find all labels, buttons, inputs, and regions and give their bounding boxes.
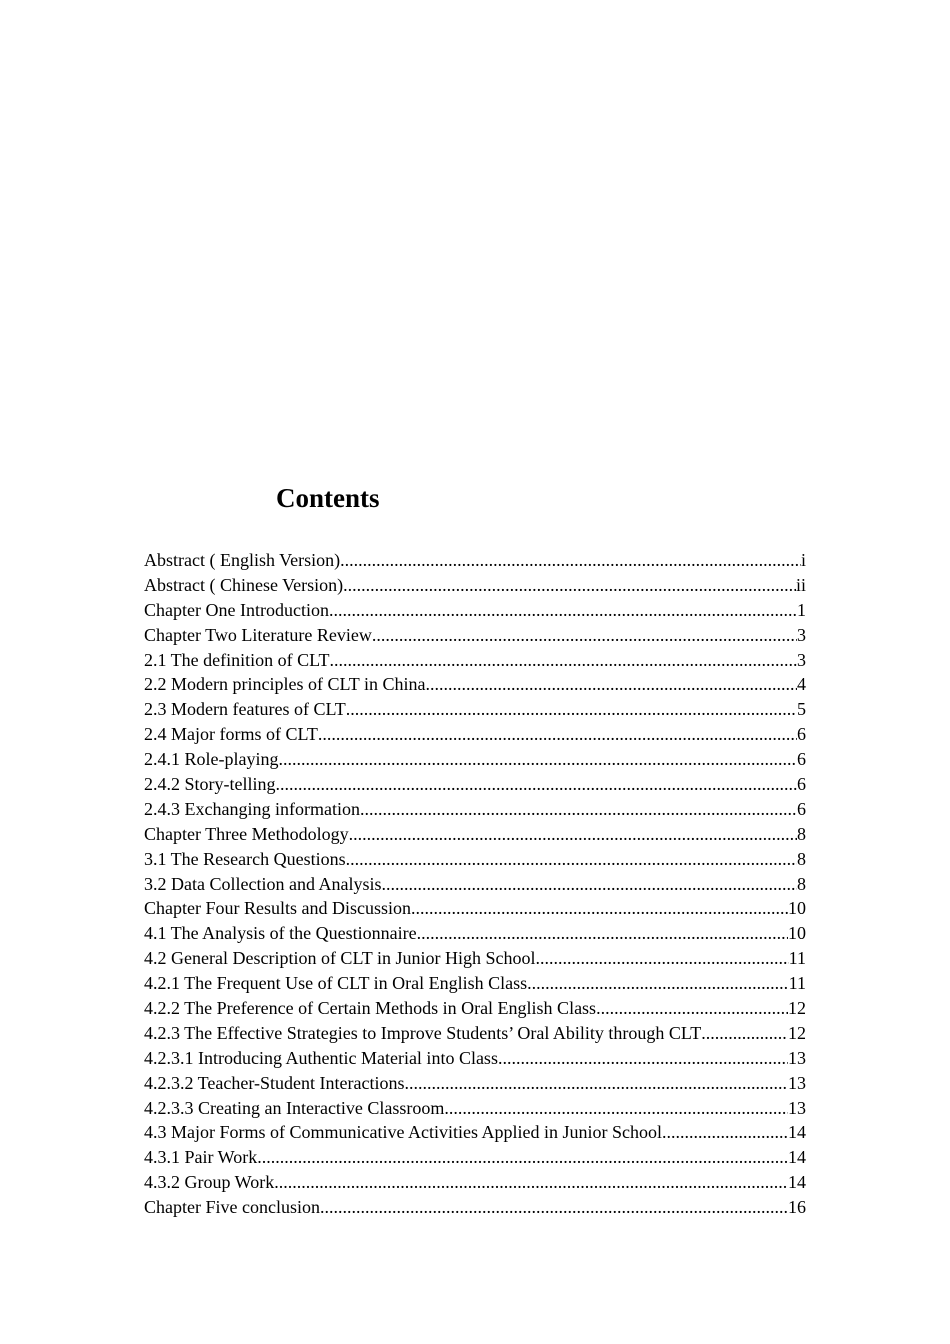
toc-entry: [144, 896, 806, 921]
toc-entry-label: 4.3.2 Group Work: [144, 1172, 275, 1193]
toc-entry-label: 2.4.3 Exchanging information: [144, 798, 360, 819]
toc-entry: [144, 1021, 806, 1046]
toc-entry: [144, 772, 806, 797]
toc-entry: [144, 722, 806, 747]
toc-dot-leader: [346, 697, 797, 722]
toc-dot-leader: [278, 747, 797, 772]
toc-entry-label: 2.4 Major forms of CLT: [144, 724, 318, 745]
toc-dot-leader: [343, 573, 796, 598]
toc-dot-leader: [411, 896, 788, 921]
toc-entry-label: 4.2.2 The Preference of Certain Methods in Oral English Class: [144, 998, 597, 1019]
toc-entry-label: 4.2.3.3 Creating an Interactive Classroom: [144, 1097, 445, 1118]
toc-entry: [144, 747, 806, 772]
toc-entry: [144, 1145, 806, 1170]
toc-entry-page-number: 8: [797, 848, 806, 869]
toc-dot-leader: [274, 1170, 788, 1195]
toc-entry: [144, 623, 806, 648]
toc-entry-page-number: 6: [797, 749, 806, 770]
toc-entry-label: Chapter Five conclusion: [144, 1197, 320, 1218]
toc-entry-label: 4.3 Major Forms of Communicative Activities Applied in Junior School: [144, 1122, 662, 1143]
toc-entry: [144, 1170, 806, 1195]
toc-entry: [144, 1195, 806, 1220]
toc-entry-label: Chapter Four Results and Discussion: [144, 898, 411, 919]
toc-entry: [144, 996, 806, 1021]
toc-entry-page-number: 6: [797, 798, 806, 819]
toc-entry-page-number: 4: [797, 674, 806, 695]
toc-entry: [144, 971, 806, 996]
toc-entry-label: 2.2 Modern principles of CLT in China: [144, 674, 426, 695]
toc-dot-leader: [360, 797, 797, 822]
toc-entry-label: 2.3 Modern features of CLT: [144, 699, 346, 720]
toc-entry-page-number: 13: [788, 1072, 806, 1093]
toc-entry-page-number: 13: [788, 1047, 806, 1068]
toc-entry-label: 4.2.1 The Frequent Use of CLT in Oral English Class: [144, 973, 528, 994]
toc-dot-leader: [404, 1071, 788, 1096]
toc-entry-page-number: 13: [788, 1097, 806, 1118]
toc-dot-leader: [257, 1145, 788, 1170]
toc-dot-leader: [318, 722, 797, 747]
toc-dot-leader: [372, 623, 797, 648]
toc-dot-leader: [349, 822, 797, 847]
toc-entry-label: Abstract ( Chinese Version): [144, 574, 344, 595]
toc-entry-label: 2.1 The definition of CLT: [144, 649, 330, 670]
toc-dot-leader: [498, 1046, 788, 1071]
toc-dot-leader: [701, 1021, 788, 1046]
toc-entry: [144, 1071, 806, 1096]
table-of-contents: [144, 548, 806, 1220]
toc-entry-page-number: ii: [795, 574, 806, 595]
toc-dot-leader: [340, 548, 801, 573]
toc-entry-label: 4.2 General Description of CLT in Junior High School: [144, 948, 536, 969]
toc-entry-page-number: 11: [788, 948, 806, 969]
toc-entry: [144, 1046, 806, 1071]
toc-entry-label: 3.1 The Research Questions: [144, 848, 346, 869]
toc-entry: [144, 697, 806, 722]
toc-dot-leader: [381, 872, 797, 897]
toc-dot-leader: [329, 598, 797, 623]
toc-entry-label: Abstract ( English Version): [144, 550, 341, 570]
toc-dot-leader: [535, 946, 788, 971]
toc-dot-leader: [320, 1195, 788, 1220]
toc-entry-label: 2.4.2 Story-telling: [144, 774, 276, 795]
toc-dot-leader: [596, 996, 788, 1021]
toc-entry-label: Chapter Two Literature Review: [144, 624, 372, 645]
toc-entry-page-number: 14: [788, 1122, 806, 1143]
toc-entry: [144, 946, 806, 971]
toc-entry-page-number: 11: [788, 973, 806, 994]
toc-entry-page-number: 12: [788, 1022, 806, 1043]
toc-entry-page-number: 8: [797, 823, 806, 844]
toc-entry: [144, 598, 806, 623]
toc-dot-leader: [444, 1096, 788, 1121]
toc-entry-page-number: 8: [797, 873, 806, 894]
toc-entry-page-number: 14: [788, 1172, 806, 1193]
toc-dot-leader: [276, 772, 798, 797]
toc-entry: [144, 921, 806, 946]
toc-entry-label: 4.1 The Analysis of the Questionnaire: [144, 923, 417, 944]
toc-entry: [144, 648, 806, 673]
toc-entry-page-number: 6: [797, 724, 806, 745]
toc-entry-label: 3.2 Data Collection and Analysis: [144, 873, 382, 894]
toc-dot-leader: [662, 1120, 788, 1145]
toc-entry-label: 4.2.3.2 Teacher-Student Interactions: [144, 1072, 405, 1093]
toc-entry-label: Chapter Three Methodology: [144, 823, 349, 844]
toc-entry-label: 4.2.3.1 Introducing Authentic Material into Class: [144, 1047, 498, 1068]
toc-entry-page-number: 3: [797, 624, 806, 645]
toc-entry-page-number: i: [800, 550, 806, 570]
toc-entry: [144, 847, 806, 872]
toc-entry-page-number: 5: [797, 699, 806, 720]
toc-entry: [144, 797, 806, 822]
toc-entry: [144, 573, 806, 598]
toc-entry-page-number: 3: [797, 649, 806, 670]
toc-dot-leader: [527, 971, 789, 996]
toc-entry: [144, 822, 806, 847]
toc-dot-leader: [346, 847, 797, 872]
toc-entry-label: 2.4.1 Role-playing: [144, 749, 279, 770]
toc-entry: [144, 548, 806, 573]
toc-entry-page-number: 6: [797, 774, 806, 795]
page-title: Contents: [276, 483, 380, 513]
toc-entry-label: 4.2.3 The Effective Strategies to Improve Students’ Oral Ability through CLT: [144, 1022, 702, 1043]
toc-entry-page-number: 10: [788, 923, 806, 944]
toc-entry-page-number: 12: [788, 998, 806, 1019]
toc-entry-label: Chapter One Introduction: [144, 599, 329, 620]
toc-entry: [144, 1096, 806, 1121]
toc-dot-leader: [425, 672, 797, 697]
toc-dot-leader: [417, 921, 788, 946]
toc-entry: [144, 872, 806, 897]
toc-entry: [144, 672, 806, 697]
toc-entry-page-number: 14: [788, 1147, 806, 1168]
toc-entry-page-number: 16: [788, 1197, 806, 1218]
toc-dot-leader: [329, 648, 797, 673]
toc-entry-label: 4.3.1 Pair Work: [144, 1147, 258, 1168]
toc-entry-page-number: 1: [797, 599, 806, 620]
toc-entry: [144, 1120, 806, 1145]
toc-entry-page-number: 10: [788, 898, 806, 919]
